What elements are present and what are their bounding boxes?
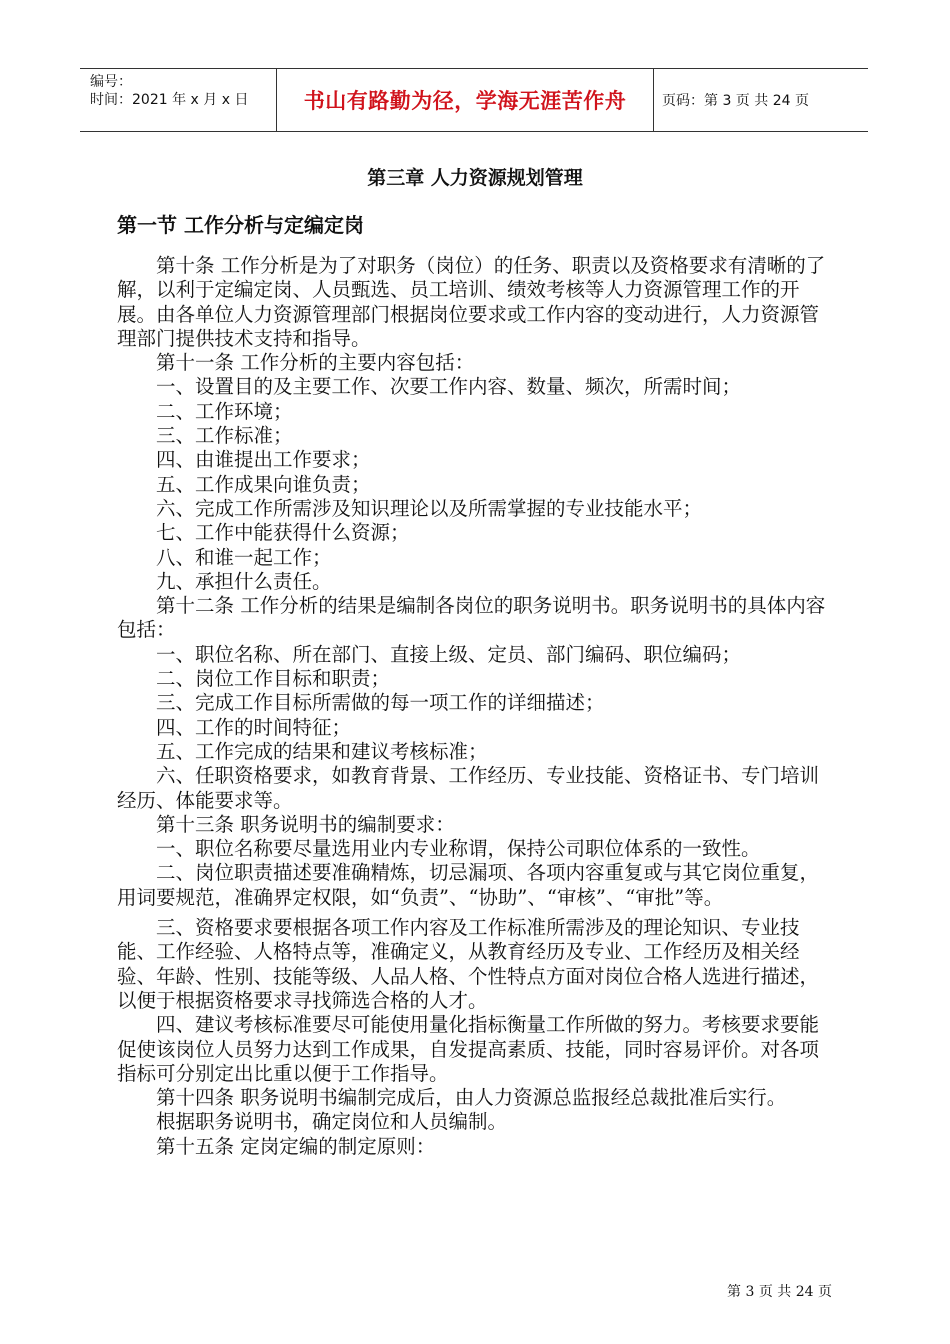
- document-date: 时间：2021 年 x 月 x 日: [90, 92, 249, 108]
- chapter-title: 第三章 人力资源规划管理: [367, 167, 583, 189]
- list-item: 一、职位名称要尽量选用业内专业称谓，保持公司职位体系的一致性。: [156, 837, 761, 861]
- list-item: 二、岗位职责描述要准确精炼，切忌漏项、各项内容重复或与其它岗位重复，用词要规范，准确界定权限，如“负责”、“协助”、“审核”、“审批”等。: [117, 861, 820, 909]
- list-item: 五、工作完成的结果和建议考核标准；: [156, 739, 488, 763]
- list-item: 一、设置目的及主要工作、次要工作内容、数量、频次，所需时间；: [156, 375, 742, 399]
- page-header: [80, 68, 868, 132]
- list-item: 三、资格要求要根据各项工作内容及工作标准所需涉及的理论知识、专业技能、工作经验、人格特点等，准确定义，从教育经历及专业、工作经历及相关经验、年龄、性别、技能等级、人品人格、个性特点方面对岗位合格人选进行描述，以便于根据资格要求寻找筛选合格的人才。: [117, 916, 820, 1012]
- list-item: 八、和谁一起工作；: [156, 545, 332, 569]
- section-title: 第一节 工作分析与定编定岗: [117, 213, 364, 237]
- header-motto: 书山有路勤为径，学海无涯苦作舟: [276, 69, 654, 131]
- header-page-info: 页码：第 3 页 共 24 页: [662, 93, 809, 109]
- list-item: 三、完成工作目标所需做的每一项工作的详细描述；: [156, 691, 605, 715]
- paragraph: 第十四条 职务说明书编制完成后，由人力资源总监报经总裁批准后实行。: [156, 1086, 787, 1110]
- header-meta: [80, 69, 276, 131]
- list-item: 四、建议考核标准要尽可能使用量化指标衡量工作所做的努力。考核要求要能促使该岗位人员努力达到工作成果，自发提高素质、技能，同时容易评价。对各项指标可分别定出比重以便于工作指导。: [117, 1013, 820, 1085]
- list-item: 二、工作环境；: [156, 399, 293, 423]
- list-item: 二、岗位工作目标和职责；: [156, 667, 391, 691]
- document-body: [117, 254, 837, 1159]
- list-item: 七、工作中能获得什么资源；: [156, 521, 410, 545]
- list-item: 六、完成工作所需涉及知识理论以及所需掌握的专业技能水平；: [156, 496, 703, 520]
- paragraph: 第十条 工作分析是为了对职务（岗位）的任务、职责以及资格要求有清晰的了解，以利于定编定岗、人员甄选、员工培训、绩效考核等人力资源管理工作的开展。由各单位人力资源管理部门根据岗位要求或工作内容的变动进行，人力资源管理部门提供技术支持和指导。: [117, 254, 826, 350]
- list-item: 四、工作的时间特征；: [156, 715, 352, 739]
- list-item: 三、工作标准；: [156, 424, 293, 448]
- list-item: 五、工作成果向谁负责；: [156, 472, 371, 496]
- list-item: 一、职位名称、所在部门、直接上级、定员、部门编码、职位编码；: [156, 642, 742, 666]
- paragraph: 第十五条 定岗定编的制定原则：: [156, 1134, 436, 1158]
- document-number-label: 编号：: [90, 74, 132, 90]
- page-footer: 第 3 页 共 24 页: [727, 1284, 832, 1300]
- list-item: 六、任职资格要求，如教育背景、工作经历、专业技能、资格证书、专门培训经历、体能要求等。: [117, 764, 820, 812]
- paragraph: 第十二条 工作分析的结果是编制各岗位的职务说明书。职务说明书的具体内容包括：: [117, 594, 826, 642]
- paragraph: 根据职务说明书，确定岗位和人员编制。: [156, 1110, 508, 1134]
- paragraph: 第十一条 工作分析的主要内容包括：: [156, 351, 475, 375]
- list-item: 四、由谁提出工作要求；: [156, 448, 371, 472]
- paragraph: 第十三条 职务说明书的编制要求：: [156, 812, 455, 836]
- list-item: 九、承担什么责任。: [156, 569, 332, 593]
